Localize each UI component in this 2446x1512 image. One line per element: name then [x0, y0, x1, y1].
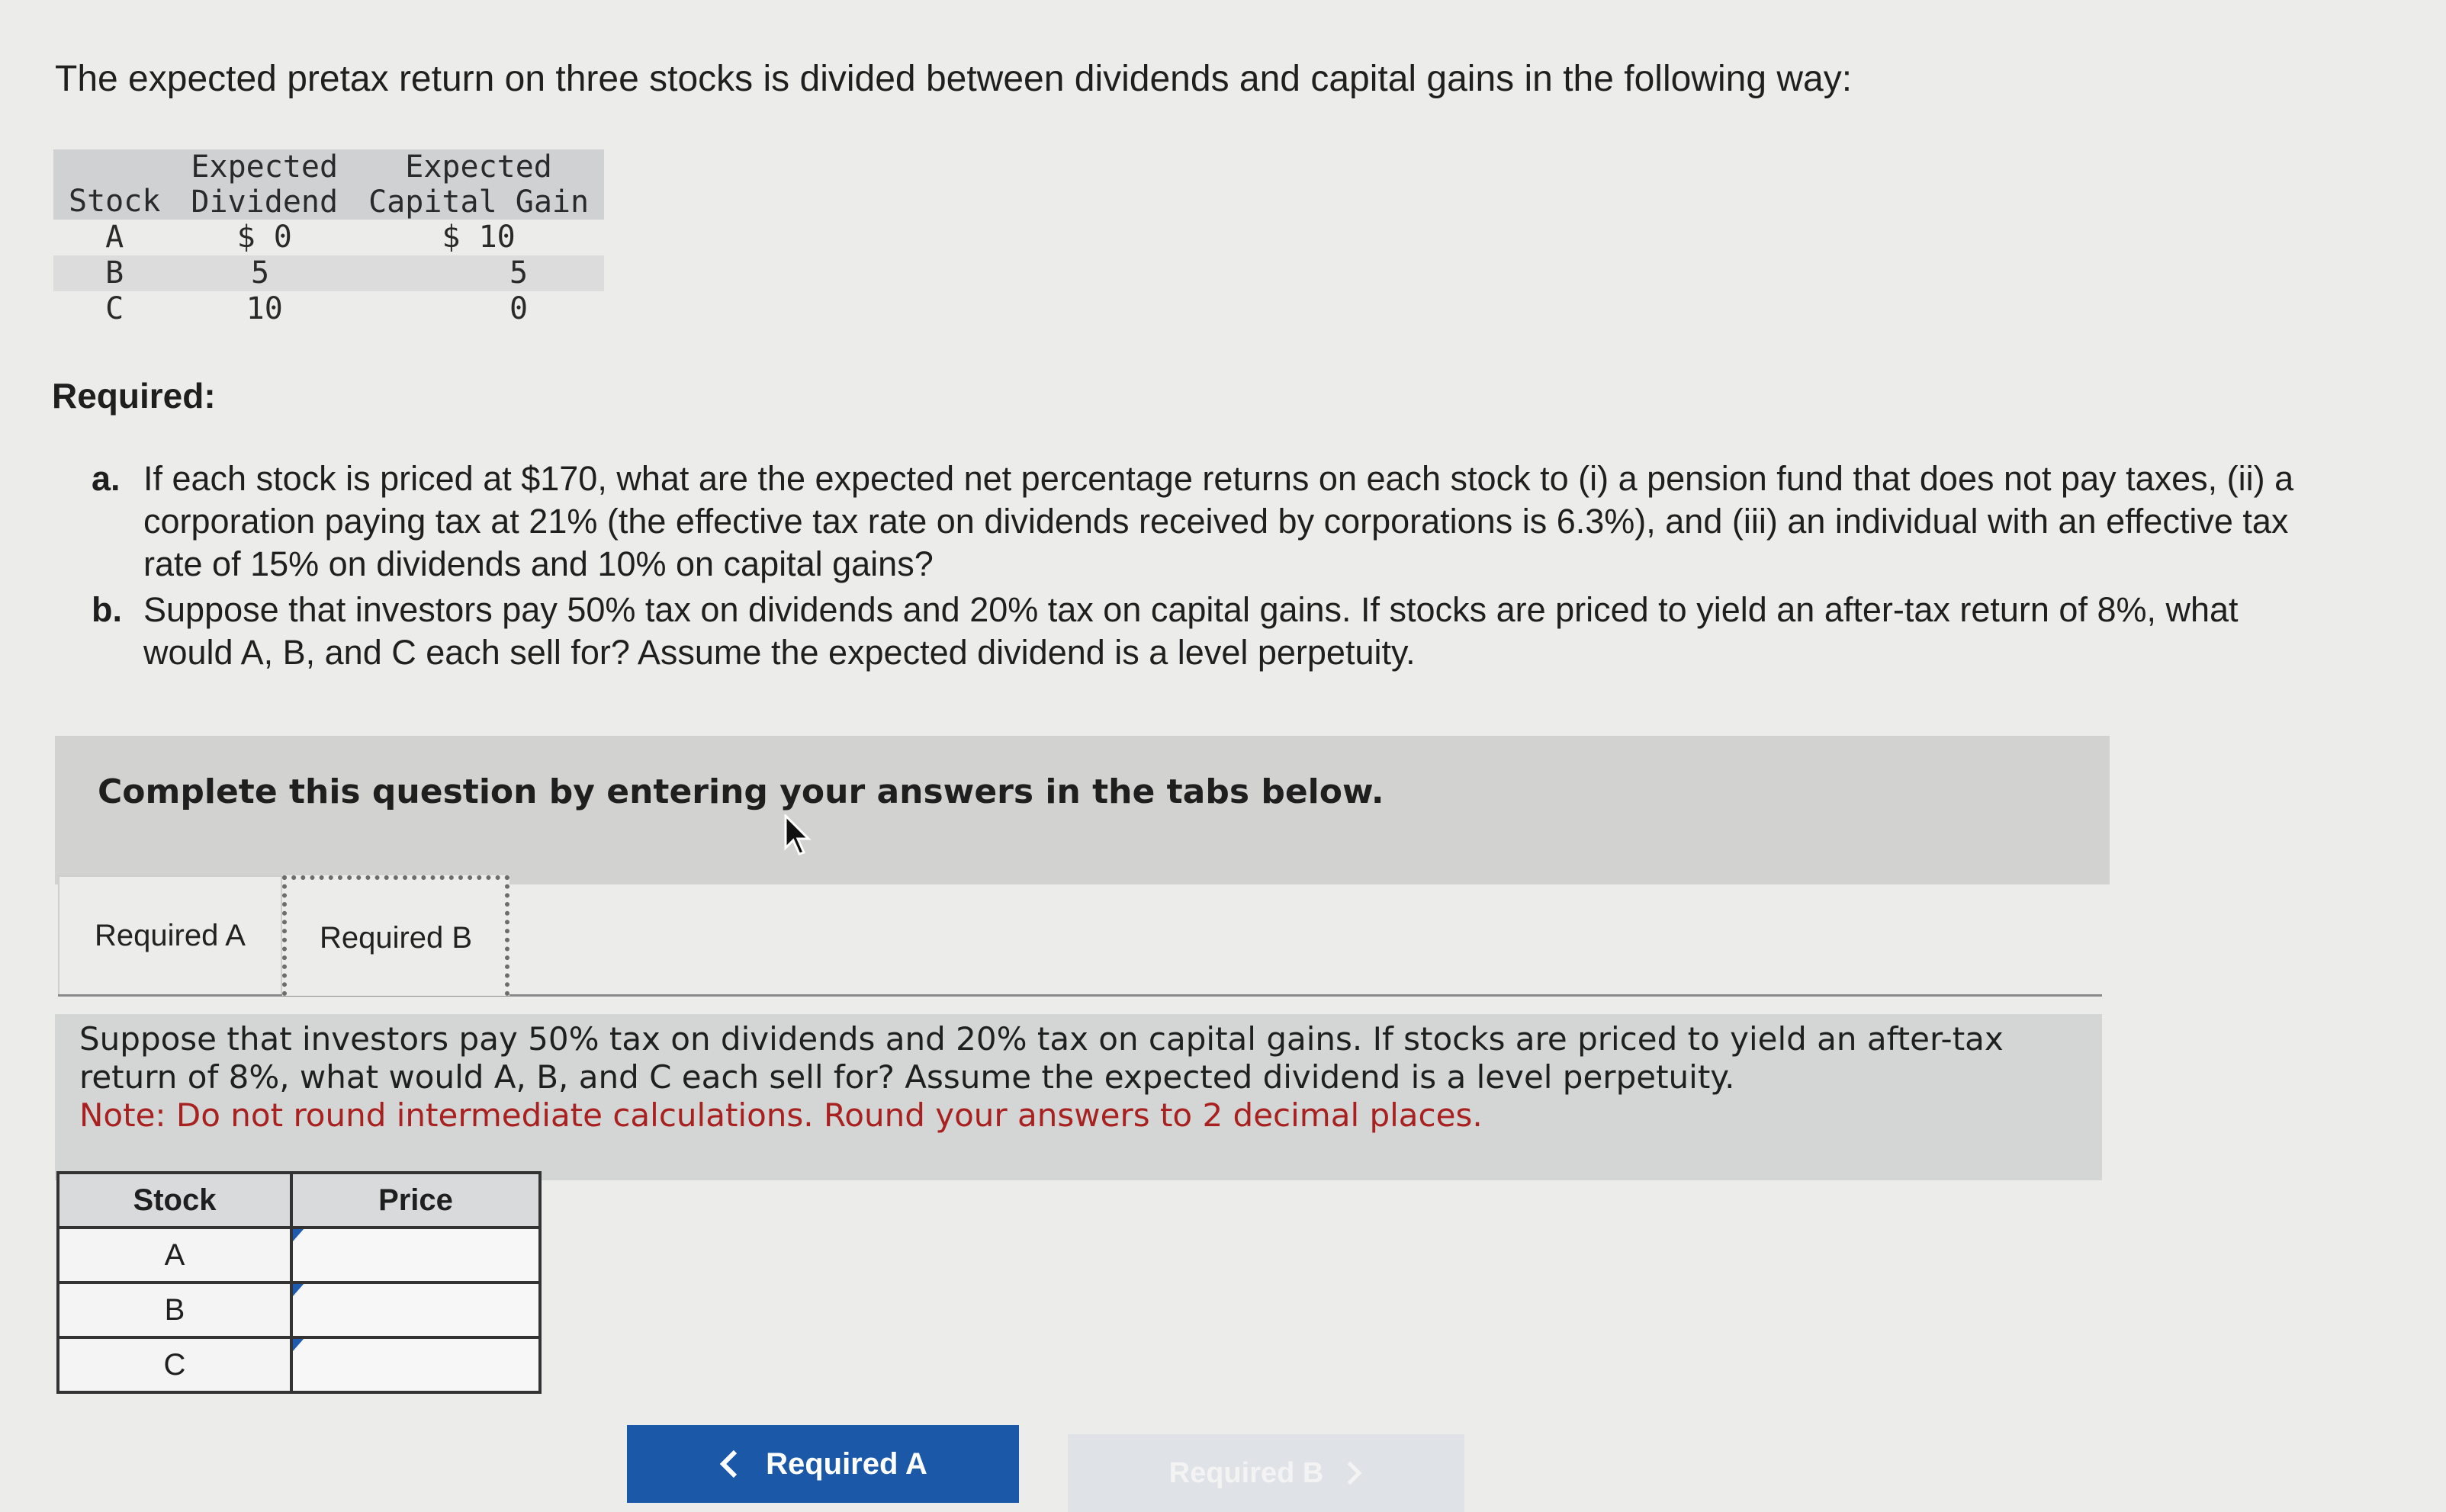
required-heading: Required:	[52, 376, 216, 416]
given-stock: B	[53, 255, 175, 291]
given-stock: C	[105, 291, 124, 326]
answer-row	[58, 1337, 540, 1392]
given-header-stock: Stock	[53, 149, 175, 220]
given-header-dividend: Expected Dividend	[175, 149, 353, 220]
price-input-c[interactable]	[291, 1337, 540, 1392]
given-dividend: 10	[246, 291, 283, 326]
instructions-banner	[55, 736, 2110, 884]
chevron-right-icon	[1346, 1460, 1363, 1486]
given-gain: 5	[353, 255, 604, 291]
given-dividend: $ 0	[236, 220, 292, 255]
required-list	[92, 457, 2303, 677]
given-dividend: 5	[175, 255, 353, 291]
required-letter: a.	[92, 459, 121, 498]
given-gain: 0	[509, 291, 529, 326]
given-row	[53, 291, 604, 327]
tab-bar	[58, 875, 2102, 997]
answer-header-stock: Stock	[58, 1173, 291, 1228]
required-text: Suppose that investors pay 50% tax on dividends and 20% tax on capital gains. If stocks are priced to yield an after-tax return of 8%, what would A, B, and C each sell for? Assume the expected dividend is a level perpetuity.	[143, 590, 2239, 672]
prev-button-label: Required A	[766, 1446, 927, 1481]
answer-header-price: Price	[291, 1173, 540, 1228]
next-required-b-button[interactable]	[1068, 1434, 1464, 1512]
mouse-pointer-icon	[784, 814, 815, 857]
next-button-label: Required B	[1168, 1456, 1324, 1489]
question-intro: The expected pretax return on three stocks is divided between dividends and capital gains in the following way:	[55, 59, 1853, 99]
answer-table	[56, 1171, 542, 1394]
required-item-b	[92, 589, 2303, 674]
panel-note: Note: Do not round intermediate calculations. Round your answers to 2 decimal places.	[79, 1096, 1483, 1134]
panel-instruction	[79, 1020, 2062, 1135]
tab-required-b[interactable]: Required B	[282, 875, 509, 996]
given-stock: A	[105, 220, 124, 255]
given-header-gain: Expected Capital Gain	[353, 149, 604, 220]
required-letter: b.	[92, 590, 122, 629]
given-gain: $ 10	[442, 220, 516, 255]
given-data-table	[53, 149, 604, 327]
required-text: If each stock is priced at $170, what are the expected net percentage returns on each stock to (i) a pension fund that does not pay taxes, (ii) a corporation paying tax at 21% (the effective tax rate on dividends received by corporations is 6.3%), and (iii) an individual with an effective tax rate of 15% on dividends and 10% on capital gains?	[143, 459, 2294, 583]
answer-row	[58, 1282, 540, 1337]
required-item-a	[92, 457, 2303, 586]
answer-stock: A	[58, 1228, 291, 1282]
banner-text: Complete this question by entering your answers in the tabs below.	[98, 772, 1384, 811]
answer-row	[58, 1228, 540, 1282]
answer-stock: B	[58, 1282, 291, 1337]
tab-required-a[interactable]: Required A	[58, 875, 282, 994]
panel-instruction-text: Suppose that investors pay 50% tax on dividends and 20% tax on capital gains. If stocks are priced to yield an after-tax return of 8%, what would A, B, and C each sell for? Assume the expected dividend is a level perpetuity.	[79, 1020, 2004, 1096]
prev-required-a-button[interactable]	[627, 1425, 1019, 1503]
chevron-left-icon	[718, 1449, 738, 1479]
question-panel	[55, 1014, 2102, 1180]
price-input-b[interactable]	[291, 1282, 540, 1337]
given-row	[53, 255, 604, 291]
answer-stock: C	[58, 1337, 291, 1392]
given-row	[53, 220, 604, 255]
price-input-a[interactable]	[291, 1228, 540, 1282]
